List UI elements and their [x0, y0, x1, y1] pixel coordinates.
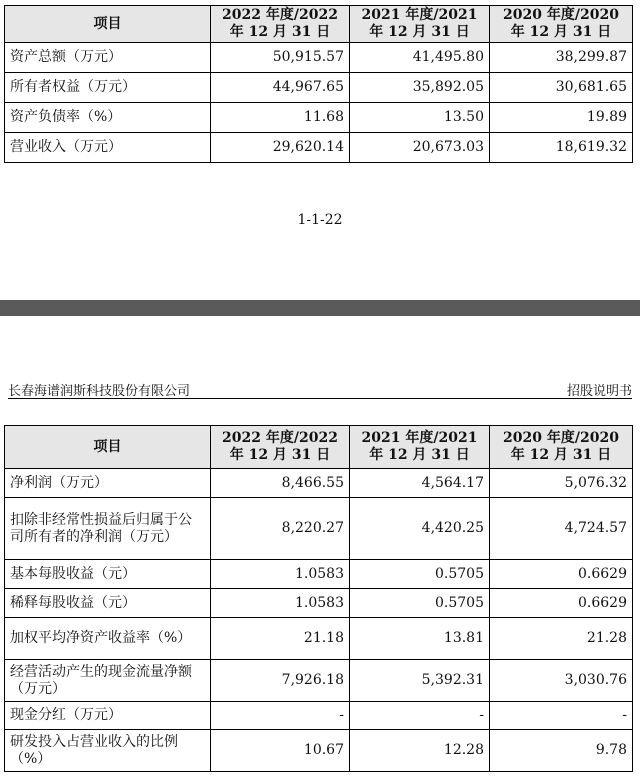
cell-value: 41,495.80 [350, 43, 490, 73]
cell-value: 11.68 [211, 103, 350, 133]
cell-value: 0.6629 [490, 589, 633, 618]
cell-value: 29,620.14 [211, 133, 350, 163]
header-cell: 2022 年度/2022 年 12 月 31 日 [211, 426, 350, 469]
cell-value: 10.67 [211, 730, 350, 772]
cell-value: 30,681.65 [490, 73, 633, 103]
cell-value: 4,564.17 [350, 469, 490, 498]
table-row [5, 560, 633, 589]
cell-value: 35,892.05 [350, 73, 490, 103]
header-cell: 2020 年度/2020 年 12 月 31 日 [490, 6, 633, 43]
cell-value: 44,967.65 [211, 73, 350, 103]
row-label: 加权平均净资产收益率（%） [5, 618, 211, 660]
row-label: 净利润（万元） [5, 469, 211, 498]
cell-value: 13.81 [350, 618, 490, 660]
header-cell: 2022 年度/2022 年 12 月 31 日 [211, 6, 350, 43]
table-row [5, 589, 633, 618]
row-label: 营业收入（万元） [5, 133, 211, 163]
header-cell: 2020 年度/2020 年 12 月 31 日 [490, 426, 633, 469]
header-cell: 2021 年度/2021 年 12 月 31 日 [350, 426, 490, 469]
table-row [5, 730, 633, 772]
cell-value: - [211, 702, 350, 730]
company-name: 长春海谱润斯科技股份有限公司 [8, 384, 191, 399]
table-row [5, 133, 633, 163]
table-header-row [5, 6, 633, 43]
row-label: 经营活动产生的现金流量净额（万元） [5, 660, 211, 702]
table-row [5, 660, 633, 702]
cell-value: 9.78 [490, 730, 633, 772]
cell-value: 4,420.25 [350, 498, 490, 560]
row-label: 基本每股收益（元） [5, 560, 211, 589]
row-label: 现金分红（万元） [5, 702, 211, 730]
cell-value: 0.5705 [350, 560, 490, 589]
cell-value: 3,030.76 [490, 660, 633, 702]
cell-value: 20,673.03 [350, 133, 490, 163]
row-label: 资产负债率（%） [5, 103, 211, 133]
running-header [8, 380, 632, 399]
table-header-row [5, 426, 633, 469]
cell-value: 12.28 [350, 730, 490, 772]
table-row [5, 43, 633, 73]
cell-value: 21.18 [211, 618, 350, 660]
cell-value: 1.0583 [211, 589, 350, 618]
page-number: 1-1-22 [297, 212, 343, 228]
table-row [5, 702, 633, 730]
page-separator [0, 300, 640, 316]
cell-value: 4,724.57 [490, 498, 633, 560]
cell-value: 21.28 [490, 618, 633, 660]
table-row [5, 498, 633, 560]
cell-value: 50,915.57 [211, 43, 350, 73]
row-label: 资产总额（万元） [5, 43, 211, 73]
financial-table-bottom [4, 425, 633, 772]
row-label: 扣除非经常性损益后归属于公司所有者的净利润（万元） [5, 498, 211, 560]
header-cell: 项目 [5, 6, 211, 43]
cell-value: 0.5705 [350, 589, 490, 618]
cell-value: - [350, 702, 490, 730]
cell-value: 8,220.27 [211, 498, 350, 560]
cell-value: 38,299.87 [490, 43, 633, 73]
cell-value: 7,926.18 [211, 660, 350, 702]
table-row [5, 618, 633, 660]
document-type: 招股说明书 [566, 384, 632, 399]
financial-table-top [4, 5, 633, 163]
cell-value: - [490, 702, 633, 730]
cell-value: 5,076.32 [490, 469, 633, 498]
row-label: 所有者权益（万元） [5, 73, 211, 103]
table-row [5, 103, 633, 133]
cell-value: 5,392.31 [350, 660, 490, 702]
cell-value: 13.50 [350, 103, 490, 133]
row-label: 研发投入占营业收入的比例（%） [5, 730, 211, 772]
table-row [5, 469, 633, 498]
cell-value: 1.0583 [211, 560, 350, 589]
header-cell: 2021 年度/2021 年 12 月 31 日 [350, 6, 490, 43]
cell-value: 19.89 [490, 103, 633, 133]
cell-value: 0.6629 [490, 560, 633, 589]
cell-value: 8,466.55 [211, 469, 350, 498]
cell-value: 18,619.32 [490, 133, 633, 163]
row-label: 稀释每股收益（元） [5, 589, 211, 618]
table-row [5, 73, 633, 103]
header-cell: 项目 [5, 426, 211, 469]
